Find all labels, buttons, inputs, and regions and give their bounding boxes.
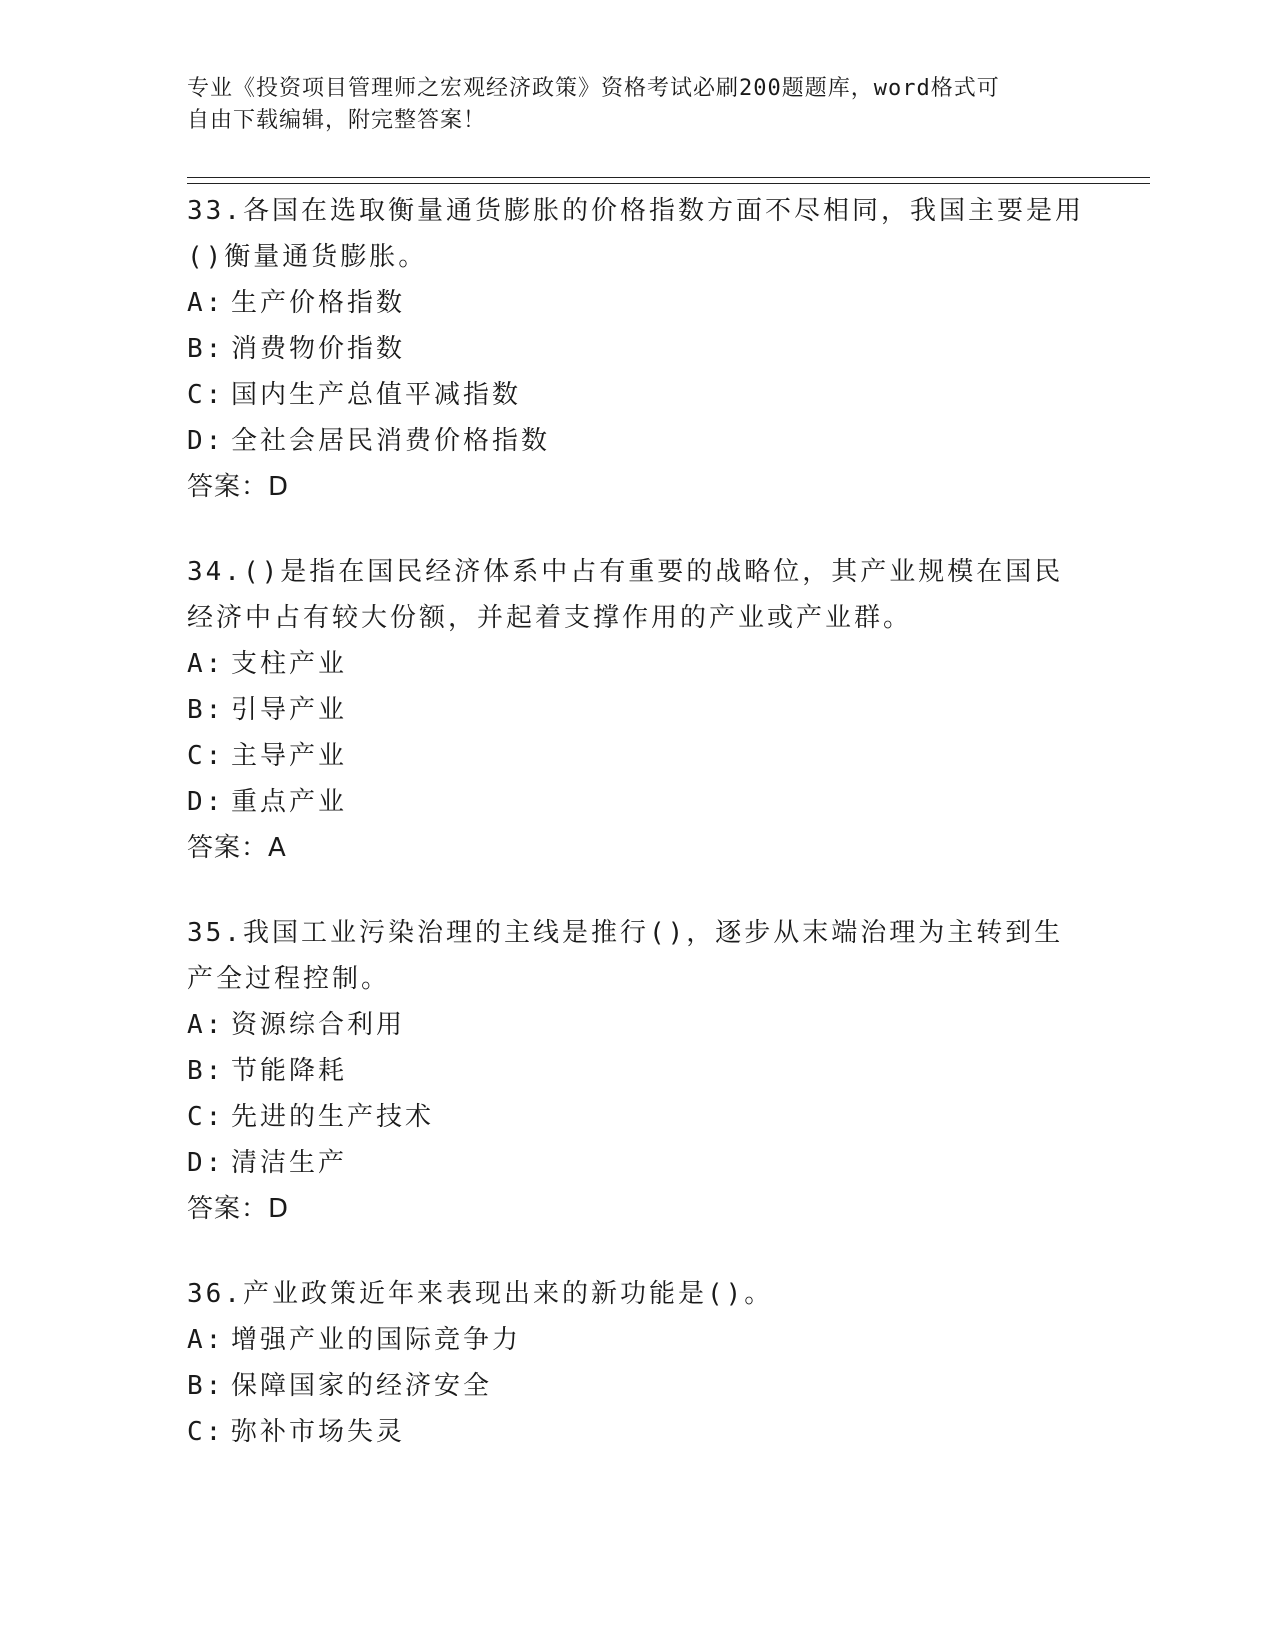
answer-line: 答案：D (187, 472, 290, 502)
option-text: 消费物价指数 (231, 334, 406, 364)
question-list (187, 188, 1087, 1494)
option-text: 增强产业的国际竞争力 (231, 1325, 522, 1355)
option-letter: C: (187, 1417, 225, 1447)
option-list (187, 1317, 1087, 1455)
question-stem: 36.产业政策近年来表现出来的新功能是()。 (187, 1279, 774, 1309)
option-letter: B: (187, 695, 225, 725)
question-block (187, 188, 1087, 510)
option-item (187, 641, 1087, 687)
option-item (187, 733, 1087, 779)
option-item (187, 687, 1087, 733)
option-list (187, 280, 1087, 464)
option-letter: A: (187, 1010, 225, 1040)
option-item (187, 1140, 1087, 1186)
header-divider-top (187, 177, 1150, 178)
question-stem: 34.()是指在国民经济体系中占有重要的战略位，其产业规模在国民经济中占有较大份额，并起着支撑作用的产业或产业群。 (187, 557, 1064, 633)
option-item (187, 1409, 1087, 1455)
question-stem: 35.我国工业污染治理的主线是推行()，逐步从末端治理为主转到生产全过程控制。 (187, 918, 1064, 994)
option-item (187, 1363, 1087, 1409)
option-letter: C: (187, 741, 225, 771)
option-letter: A: (187, 288, 225, 318)
answer-line: 答案：D (187, 1194, 290, 1224)
option-letter: A: (187, 1325, 225, 1355)
option-text: 弥补市场失灵 (231, 1417, 406, 1447)
option-item (187, 1002, 1087, 1048)
option-text: 引导产业 (231, 695, 348, 725)
option-text: 生产价格指数 (231, 288, 406, 318)
option-letter: D: (187, 787, 225, 817)
option-item (187, 1317, 1087, 1363)
option-text: 清洁生产 (231, 1148, 348, 1178)
option-letter: D: (187, 426, 225, 456)
option-item (187, 779, 1087, 825)
header-divider-bottom (187, 183, 1150, 184)
option-item (187, 326, 1087, 372)
option-letter: B: (187, 1371, 225, 1401)
option-text: 资源综合利用 (231, 1010, 406, 1040)
question-stem: 33.各国在选取衡量通货膨胀的价格指数方面不尽相同，我国主要是用()衡量通货膨胀。 (187, 196, 1084, 272)
option-letter: B: (187, 334, 225, 364)
option-letter: C: (187, 1102, 225, 1132)
header-line-2: 自由下载编辑，附完整答案！ (187, 108, 487, 133)
question-block (187, 910, 1087, 1232)
option-text: 节能降耗 (231, 1056, 348, 1086)
question-block (187, 549, 1087, 871)
option-letter: D: (187, 1148, 225, 1178)
option-item (187, 418, 1087, 464)
option-text: 全社会居民消费价格指数 (231, 426, 551, 456)
option-item (187, 372, 1087, 418)
header-line-1: 专业《投资项目管理师之宏观经济政策》资格考试必刷200题题库，word格式可 (187, 76, 1000, 101)
option-text: 保障国家的经济安全 (231, 1371, 493, 1401)
option-text: 支柱产业 (231, 649, 348, 679)
option-item (187, 1094, 1087, 1140)
document-header (187, 73, 1087, 137)
option-letter: B: (187, 1056, 225, 1086)
option-item (187, 1048, 1087, 1094)
option-text: 重点产业 (231, 787, 348, 817)
question-block (187, 1271, 1087, 1455)
option-item (187, 280, 1087, 326)
option-text: 主导产业 (231, 741, 348, 771)
option-text: 国内生产总值平减指数 (231, 380, 522, 410)
option-list (187, 1002, 1087, 1186)
answer-line: 答案：A (187, 833, 287, 863)
option-letter: C: (187, 380, 225, 410)
option-list (187, 641, 1087, 825)
option-text: 先进的生产技术 (231, 1102, 435, 1132)
option-letter: A: (187, 649, 225, 679)
